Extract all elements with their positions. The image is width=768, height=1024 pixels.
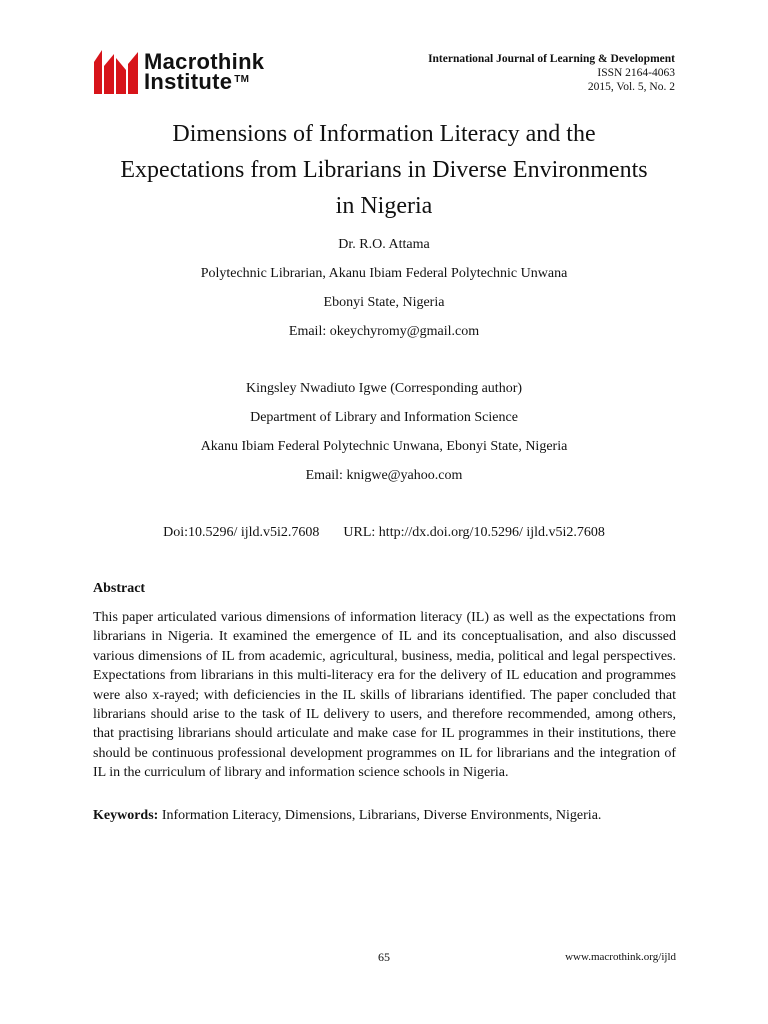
title-line1: Dimensions of Information Literacy and the: [172, 121, 596, 147]
keywords-text: Information Literacy, Dimensions, Librarians, Diverse Environments, Nigeria.: [161, 808, 602, 823]
journal-issn: ISSN 2164-4063: [597, 67, 675, 79]
publisher-logo: [92, 48, 292, 96]
title-line2: Expectations from Librarians in Diverse Environments: [120, 157, 648, 183]
doi-line: [60, 524, 708, 542]
author2-name: Kingsley Nwadiuto Igwe (Corresponding author): [245, 381, 523, 396]
author2-affiliation: Akanu Ibiam Federal Polytechnic Unwana, Ebonyi State, Nigeria: [200, 439, 568, 454]
logo-trademark: TM: [234, 74, 250, 85]
author1-position: Polytechnic Librarian, Akanu Ibiam Federal Polytechnic Unwana: [200, 266, 568, 281]
keywords-label: Keywords:: [93, 808, 159, 823]
author1-name: Dr. R.O. Attama: [338, 237, 430, 252]
doi-url[interactable]: URL: http://dx.doi.org/10.5296/ ijld.v5i2.7608: [343, 525, 605, 540]
journal-name: International Journal of Learning & Development: [428, 53, 675, 65]
doi-text: Doi:10.5296/ ijld.v5i2.7608: [163, 525, 320, 540]
journal-header: [428, 52, 675, 94]
author1-email[interactable]: Email: okeychyromy@gmail.com: [288, 324, 480, 339]
author2-department: Department of Library and Information Science: [250, 410, 518, 425]
page-number: 65: [378, 950, 390, 964]
journal-volume: 2015, Vol. 5, No. 2: [587, 81, 675, 93]
keywords-line: [93, 807, 676, 825]
paper-title: [60, 116, 708, 224]
title-line3: in Nigeria: [335, 193, 433, 219]
author1-location: Ebonyi State, Nigeria: [323, 295, 445, 310]
abstract-heading: Abstract: [93, 581, 146, 596]
footer-url[interactable]: www.macrothink.org/ijld: [565, 951, 676, 963]
logo-line1: Macrothink: [144, 49, 265, 74]
macrothink-logo-icon: [92, 48, 140, 96]
logo-line2: Institute: [144, 69, 233, 94]
author2-email[interactable]: Email: knigwe@yahoo.com: [305, 468, 463, 483]
logo-wordmark: [144, 49, 265, 94]
abstract-text: This paper articulated various dimensions of information literacy (IL) as well as the expectations from librarians in Nigeria. It examined the emergence of IL and its conceptualisation, and also discussed various dimensions of IL from academic, agricultural, business, media, political and legal perspectives. Expectations from librarians in this multi-literacy era for the delivery of IL education and programmes were also x-rayed; with deficiencies in the IL skills of librarians identified. The paper concluded that librarians should arise to the task of IL delivery to users, and therefore recommended, among others, that practising librarians should articulate and make case for IL programmes in their institutions, there should be continuous professional development programmes on IL for librarians and the integration of IL in the curriculum of library and information science schools in Nigeria.: [93, 610, 676, 781]
